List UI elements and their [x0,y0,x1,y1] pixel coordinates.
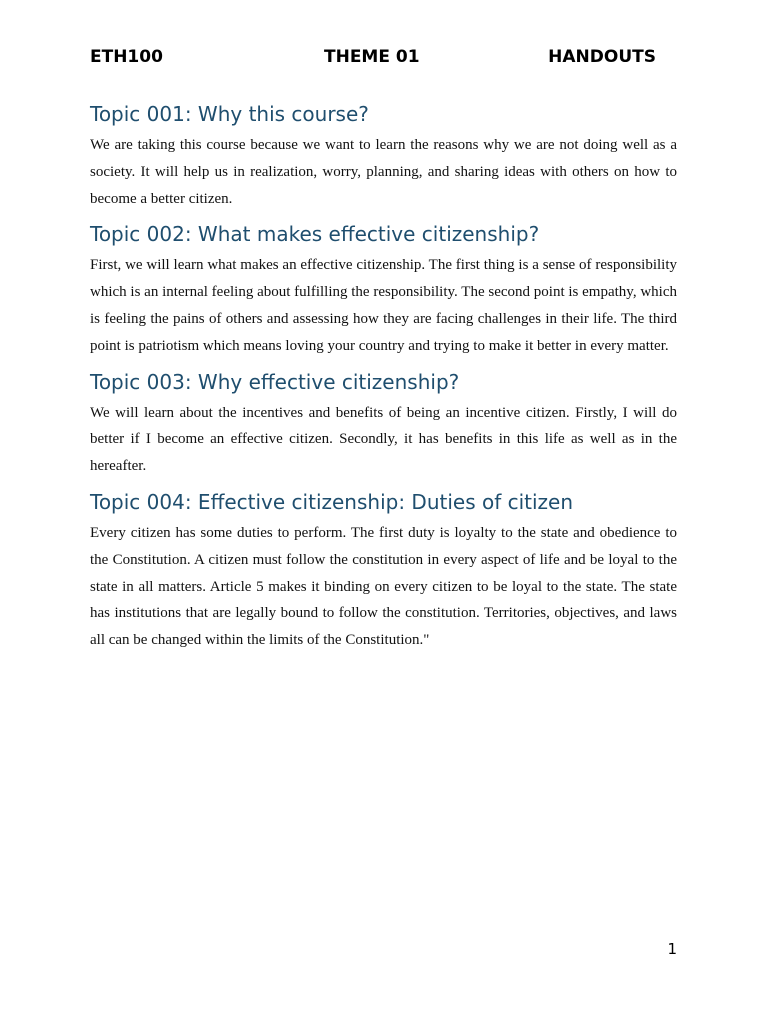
topic-paragraph: Every citizen has some duties to perform. The first duty is loyalty to the state and obedience to the Constitution. A citizen must follow the constitution in every aspect of life and be loyal to the state in all matters. Article 5 makes it binding on every citizen to be loyal to the state. The state has institutions that are legally bound to follow the constitution. Territories, objectives, and laws all can be changed within the limits of the Constitution." [90,524,677,649]
topic-section [90,100,677,212]
topic-section [90,220,677,359]
document-body [90,100,677,662]
handouts-label: HANDOUTS [548,47,656,67]
course-code: ETH100 [90,47,163,67]
theme-label: THEME 01 [324,47,420,67]
topic-section [90,368,677,480]
topic-title: Topic 003: Why effective citizenship? [90,369,460,394]
topic-section [90,488,677,654]
document-header [90,46,656,68]
page-number: 1 [667,940,677,958]
topic-paragraph: We will learn about the incentives and benefits of being an incentive citizen. Firstly, I will do better if I become an effective citizen. Secondly, it has benefits in this life as well as in the hereafter. [90,404,677,475]
topic-title: Topic 001: Why this course? [90,102,369,126]
topic-title: Topic 004: Effective citizenship: Duties of citizen [90,489,574,514]
topic-paragraph: We are taking this course because we want to learn the reasons why we are not doing well as a society. It will help us in realization, worry, planning, and sharing ideas with others on how to become a better citizen. [90,137,677,207]
topic-paragraph: First, we will learn what makes an effective citizenship. The first thing is a sense of responsibility which is an internal feeling about fulfilling the responsibility. The second point is empathy, which is feeling the pains of others and assessing how they are facing challenges in their life. The third point is patriotism which means loving your country and trying to make it better in every matter. [90,257,677,354]
topic-title: Topic 002: What makes effective citizenship? [90,222,540,247]
